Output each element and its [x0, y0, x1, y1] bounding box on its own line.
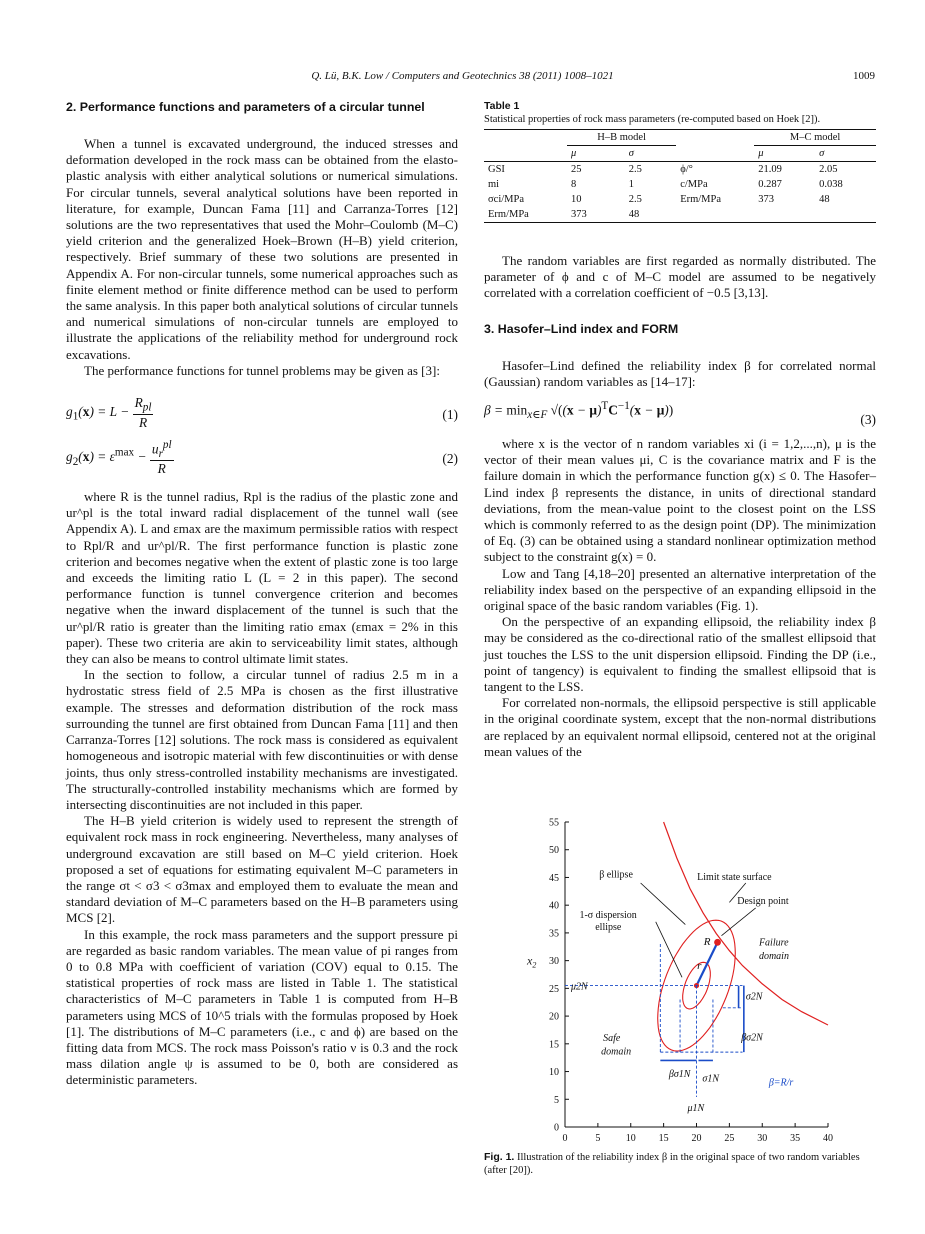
mu2-label: μ2N — [571, 981, 588, 993]
table-1 — [484, 100, 876, 223]
equation-2: $g_2(x) = \varepsilon^{max}$ − $\frac{u_r^{pl}}{R}$ (2) — [66, 439, 458, 477]
paragraph: Hasofer–Lind defined the reliability index β for correlated normal (Gaussian) random variables as [14–17]: — [484, 357, 876, 389]
paragraph: When a tunnel is excavated underground, the induced stresses and deformation developed in the rock mass can be obtained from the elasto-plastic analysis with either analytical solutions or numerical simulations. For circular tunnels, several analytical solutions have been reported in literature, for example, Duncan Fama [11] and Carranza-Torres [12] solutions are the two representatives that used the Mohr–Coulomb (M–C) yield criterion and the generalized Hoek–Brown (H–B) yield criterion, respectively. Brief summary of these two solutions are presented in Appendix A. For non-circular tunnels, some numerical approaches such as finite element method or finite difference method can be used to perform the same analysis. In this paper both analytical solutions of circular tunnels and numerical simulations of non-circular tunnels are employed to illustrate the applications of the reliability method for underground rock excavations. — [66, 136, 458, 362]
paragraph: For correlated non-normals, the ellipsoid perspective is still applicable in the original coordinate system, except that the non-normal distributions are replaced by an equivalent normal ellipsoid, centered not at the original mean values of the — [484, 695, 876, 759]
figure-1 — [484, 812, 876, 1182]
paragraph: The performance functions for tunnel problems may be given as [3]: — [84, 362, 440, 378]
design-point — [714, 939, 721, 946]
x-tick-label: 5 — [595, 1133, 601, 1142]
y-tick-label: 55 — [549, 817, 559, 829]
x-tick-label: 35 — [790, 1133, 801, 1142]
R-label: R — [703, 936, 711, 949]
plot-marks — [658, 822, 828, 1051]
y-tick-label: 10 — [549, 1067, 559, 1079]
x-tick-label: 25 — [724, 1133, 735, 1142]
y-tick-label: 20 — [549, 1011, 559, 1023]
failure-domain-label: domain — [758, 950, 789, 962]
y-tick-label: 35 — [549, 928, 559, 940]
equation-number: (3) — [860, 412, 876, 428]
x-tick-label: 30 — [757, 1133, 768, 1142]
sigma1-label: σ1N — [702, 1073, 720, 1085]
section-3-title: 3. Hasofer–Lind index and FORM — [484, 321, 679, 336]
safe-domain-label: domain — [601, 1046, 632, 1058]
section-2-title: 2. Performance functions and parameters of a circular tunnel — [66, 100, 425, 114]
column-header: σ — [628, 148, 634, 159]
table-row: σci/MPa 10 2.5 Erm/MPa 373 48 — [488, 194, 830, 205]
column-header: σ — [819, 148, 825, 159]
annotations — [565, 869, 793, 1114]
x-tick-label: 40 — [823, 1133, 833, 1142]
beta-equation-label: β=R/r — [768, 1077, 794, 1089]
x-tick-label: 15 — [658, 1133, 669, 1142]
beta-ellipse-label: β ellipse — [599, 869, 633, 881]
y-tick-label: 0 — [554, 1122, 559, 1134]
paragraph: On the perspective of an expanding ellipsoid, the reliability index β may be considered as the co-directional ratio of the smallest ellipsoid that just touches the LSS to the unit dispersion ellipsoid. Finding the DP (i.e., point of tangency) is equivalent to finding the smallest ellipsoid that is tangent to the LSS. — [484, 614, 876, 695]
y-tick-label: 45 — [549, 872, 559, 884]
beta-sigma2-label: βσ2N — [741, 1032, 763, 1044]
equation-number: (2) — [442, 451, 458, 467]
paragraph: where R is the tunnel radius, Rpl is the radius of the plastic zone and ur^pl is the total inward radial displacement of the tunnel wall (see Appendix A). L and εmax are the maximum permissible ratios with respect to Rpl/R and ur^pl/R. The first performance function is plastic zone criterion and becomes negative when the extent of plastic zone is too large and exceeds the limiting ratio L (L = 2 in this paper). The second performance function is tunnel convergence criterion and becomes negative when the inward displacement of the tunnel is such that the ur^pl/R ratio is greater than the limiting ratio εmax (εmax = 2% in this paper). These two criteria are akin to serviceability limit states, although they can also be means to control ultimate limit states. — [66, 489, 458, 667]
table-row: Erm/MPa 373 48 — [484, 207, 876, 223]
paragraph: In the section to follow, a circular tunnel of radius 2.5 m in a hydrostatic stress field of 2.5 MPa is chosen as the first illustrative example. The stresses and deformation distribution of the rock mass surrounding the tunnel are first obtained from Duncan Fama [11] and then Carranza-Torres [12] solutions. The rock mass is considered as equivalent homogeneous and isotropic material with few discontinuities or with dense joints, thus only stress-controlled instability mechanisms are investigated. The structurally-controlled instability mechanisms which are formed by intersecting discontinuities are not included in this paper. — [66, 667, 458, 812]
table-label: Table 1 — [484, 100, 520, 112]
column-header: μ — [571, 148, 577, 159]
equation-number: (1) — [442, 407, 458, 423]
paragraph: The H–B yield criterion is widely used to represent the strength of equivalent rock mass in rock engineering. Nevertheless, many analyses of underground excavation are still based on M–C yield criterion. Hoek proposed a set of equations for estimating equivalent M–C parameters in the range σt < σ3 < σ3max and employed them to evaluate the mean and standard deviation of M–C parameters based on the H–B parameters using MCS [2]. — [66, 813, 458, 926]
table-row: GSI 25 2.5 ϕ/° 21.09 2.05 — [488, 164, 838, 175]
page-number: 1009 — [853, 70, 875, 82]
left-column — [66, 100, 458, 1089]
paragraph: where x is the vector of n random variables xi (i = 1,2,...,n), μ is the vector of their mean values μi, C is the covariance matrix and F is the failure domain in which the performance function g(x) ≤ 0. The Hasofer–Lind index β represents the distance, in units of directional standard deviations, from the mean-value point to the closest point on the LSS which is commonly referred to as the design point (DP). The minimization of Eq. (3) can be obtained using a standard nonlinear optimization method subject to the constraint g(x) = 0. — [484, 436, 876, 565]
equation-3: $\beta = \min_{x\in F} √((x - \mu)^TC^{-1}(x - \mu))$ (3) — [484, 400, 876, 428]
figure-caption-text: Illustration of the reliability index β in the original space of two random variables (after [20]). — [484, 1152, 860, 1176]
y-tick-label: 25 — [549, 983, 559, 995]
table-row: mi 8 1 c/MPa 0.287 0.038 — [488, 179, 843, 190]
running-title: Q. Lü, B.K. Low / Computers and Geotechnics 38 (2011) 1008–1021 — [311, 70, 614, 82]
figure-caption-label: Fig. 1. — [484, 1151, 515, 1163]
figure-caption — [484, 1151, 876, 1177]
safe-label: Safe — [603, 1033, 621, 1045]
group-header: H–B model — [567, 130, 676, 146]
design-point-leader — [721, 908, 755, 936]
page-header — [0, 70, 925, 88]
table-body — [484, 129, 876, 223]
x-tick-label: 10 — [625, 1133, 636, 1142]
y-tick-label: 15 — [549, 1039, 559, 1051]
design-point-label: Design point — [737, 896, 789, 908]
failure-label: Failure — [758, 937, 789, 949]
beta-ellipse-leader — [641, 883, 686, 925]
paragraph: In this example, the rock mass parameters and the support pressure pi are regarded as basic random variables. The mean value of pi ranges from 0 to 0.8 MPa with coefficient of variation (COV) equal to 0.15. The statistical properties of rock mass are listed in Table 1. The statistical characteristics of M–C parameters in Table 1 is computed from H–B parameters using MCS of 10^5 trials with the formulas proposed by Hoek [1]. The distributions of M–C parameters (i.e., c and ϕ) are based on the fitting data from MCS. The rock mass Poisson's ratio ν is 0.3 and the rock mass dilation angle ψ is assumed to be 0, both are considered as deterministic parameters. — [66, 926, 458, 1088]
y-tick-label: 30 — [549, 956, 559, 968]
y-axis-label: $x_2$ — [527, 953, 537, 970]
y-tick-label: 5 — [554, 1094, 559, 1106]
mu1-label: μ1N — [687, 1103, 705, 1114]
sigma2-label: σ2N — [745, 991, 763, 1003]
equation-1: $g_1(x) = L$ − $\frac{R_{pl}}{R}$ (1) — [66, 395, 458, 430]
column-header: μ — [758, 148, 764, 159]
x-tick-label: 20 — [691, 1133, 702, 1142]
y-tick-label: 50 — [549, 845, 559, 857]
dispersion-label-2: ellipse — [595, 922, 622, 934]
dispersion-label: 1-σ dispersion — [579, 909, 637, 921]
y-tick-label: 40 — [549, 900, 559, 912]
table-caption: Statistical properties of rock mass parameters (re-computed based on Hoek [2]). — [484, 114, 821, 125]
x-tick-label: 0 — [562, 1133, 568, 1142]
beta-sigma1-label: βσ1N — [668, 1069, 691, 1081]
axes — [526, 818, 833, 1143]
group-header: M–C model — [754, 130, 876, 146]
r-label: r — [697, 959, 702, 972]
limit-state-label: Limit state surface — [697, 872, 772, 884]
paragraph: Low and Tang [4,18–20] presented an alternative interpretation of the reliability index based on the perspective of an expanding ellipsoid in the original space of the basic random variables (Fig. 1). — [484, 565, 876, 614]
right-column — [484, 100, 876, 760]
figure-1-plot — [484, 812, 876, 1142]
paragraph: The random variables are first regarded as normally distributed. The parameter of ϕ and c of M–C model are assumed to be negatively correlated with a correlation coefficient of −0.5 [3,13]. — [484, 253, 876, 301]
